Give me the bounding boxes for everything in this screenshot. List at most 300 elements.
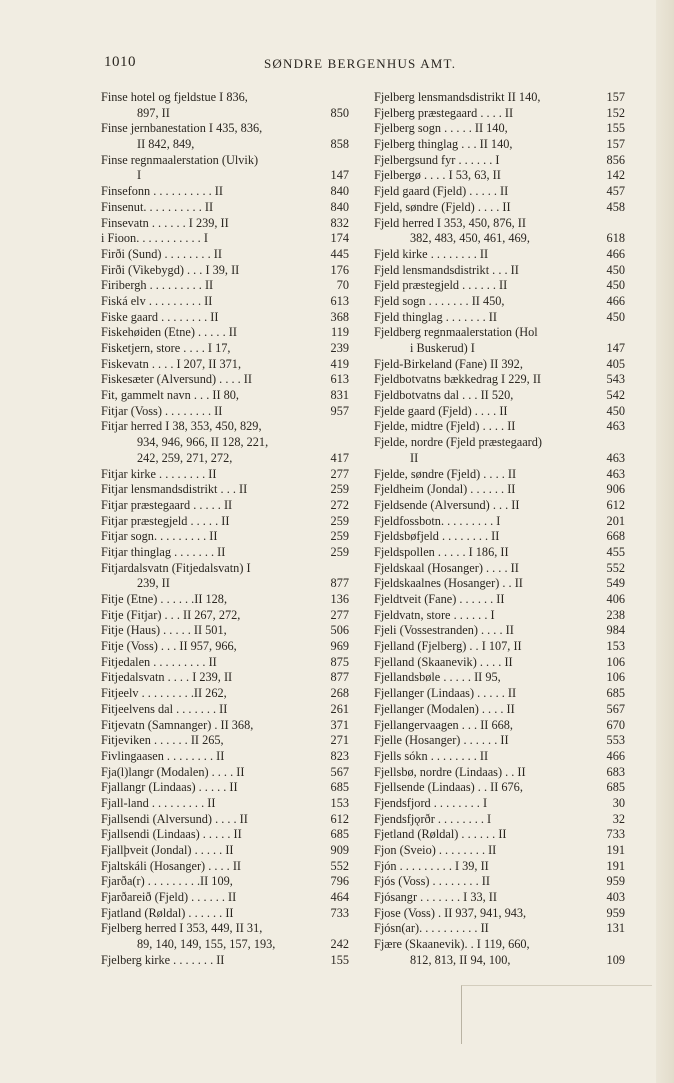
index-entry-text: Fitjevatn (Samnanger) . II 368, — [101, 717, 254, 732]
index-entry — [101, 168, 349, 184]
index-entry-text: Fjelberg præstegaard . . . . II — [374, 105, 514, 120]
index-entry — [101, 153, 349, 169]
index-entry-page: 875 — [330, 654, 349, 669]
index-entry-page: 612 — [330, 811, 349, 826]
index-entry — [374, 937, 625, 953]
index-entry-page: 552 — [606, 560, 625, 575]
index-entry-text: Fjallsendi (Alversund) . . . . II — [101, 811, 248, 826]
index-entry-text: 812, 813, II 94, 100, — [410, 952, 511, 967]
index-entry-page: 685 — [330, 780, 349, 795]
index-entry — [101, 278, 349, 294]
index-entry-text: Fjellangervaagen . . . II 668, — [374, 717, 513, 732]
index-entry — [374, 435, 625, 451]
index-entry — [101, 749, 349, 765]
index-entry — [374, 749, 625, 765]
page-header — [104, 54, 624, 76]
index-entry — [374, 137, 625, 153]
index-entry-page: 405 — [606, 356, 625, 371]
index-entry-page: 458 — [606, 199, 625, 214]
index-entry-page: 831 — [330, 388, 349, 403]
index-entry — [101, 843, 349, 859]
index-entry — [101, 467, 349, 483]
index-entry-text: Fiskehøiden (Etne) . . . . . II — [101, 325, 237, 340]
index-entry-page: 32 — [612, 811, 625, 826]
index-entry-page: 445 — [330, 246, 349, 261]
index-entry-text: Fjallangr (Lindaas) . . . . . II — [101, 780, 238, 795]
index-entry — [101, 686, 349, 702]
index-entry — [374, 388, 625, 404]
index-entry — [101, 498, 349, 514]
index-entry-page: 618 — [606, 231, 625, 246]
index-entry — [101, 733, 349, 749]
index-entry — [101, 263, 349, 279]
index-entry-text: Fitjar sogn. . . . . . . . . II — [101, 529, 218, 544]
index-entry — [101, 294, 349, 310]
index-entry-page: 153 — [330, 795, 349, 810]
index-entry — [101, 357, 349, 373]
index-entry — [374, 529, 625, 545]
index-entry-page: 157 — [606, 137, 625, 152]
index-entry-page: 259 — [330, 529, 349, 544]
index-entry — [374, 184, 625, 200]
index-entry-page: 670 — [606, 717, 625, 732]
index-entry — [101, 137, 349, 153]
index-entry-text: Fitjar præstegjeld . . . . . II — [101, 513, 230, 528]
index-entry-text: Firibergh . . . . . . . . . II — [101, 278, 214, 293]
index-entry-page: 463 — [606, 450, 625, 465]
index-entry — [374, 216, 625, 232]
index-entry-text: Fjeld herred I 353, 450, 876, II — [374, 215, 526, 230]
index-entry — [374, 545, 625, 561]
index-entry-page: 450 — [606, 309, 625, 324]
index-entry-text: Finse hotel og fjeldstue I 836, — [101, 90, 248, 104]
index-entry-page: 155 — [330, 952, 349, 967]
index-entry-text: Fiská elv . . . . . . . . . II — [101, 293, 213, 308]
index-entry — [101, 812, 349, 828]
index-column-right — [374, 90, 625, 969]
index-entry-text: Firði (Sund) . . . . . . . . II — [101, 246, 222, 261]
index-entry — [374, 263, 625, 279]
index-entry-text: Fjelle (Hosanger) . . . . . . II — [374, 733, 509, 748]
index-entry-text: 382, 483, 450, 461, 469, — [410, 231, 530, 246]
index-entry — [374, 467, 625, 483]
index-entry-page: 858 — [330, 137, 349, 152]
index-entry — [374, 843, 625, 859]
index-entry-text: Fitjardalsvatn (Fitjedalsvatn) I — [101, 560, 251, 575]
index-entry-text: Fjelde gaard (Fjeld) . . . . II — [374, 403, 508, 418]
index-entry — [374, 733, 625, 749]
index-entry — [101, 765, 349, 781]
page-number: 1010 — [104, 54, 136, 70]
index-entry-page: 109 — [606, 952, 625, 967]
index-entry — [374, 357, 625, 373]
index-entry-page: 268 — [330, 686, 349, 701]
index-entry-text: Fitjar herred I 38, 353, 450, 829, — [101, 419, 262, 434]
index-entry-page: 119 — [331, 325, 349, 340]
index-entry — [374, 341, 625, 357]
index-entry-text: Fjeldvatn, store . . . . . . I — [374, 607, 495, 622]
index-entry — [101, 106, 349, 122]
index-entry-text: Fitjedalen . . . . . . . . . II — [101, 654, 217, 669]
index-entry — [101, 780, 349, 796]
index-entry-page: 668 — [606, 529, 625, 544]
index-entry — [374, 592, 625, 608]
index-entry-text: Fjeldskaal (Hosanger) . . . . II — [374, 560, 519, 575]
index-entry — [374, 623, 625, 639]
index-entry-page: 612 — [606, 497, 625, 512]
index-entry — [374, 153, 625, 169]
index-entry-text: i Buskerud) I — [410, 341, 475, 355]
index-entry-page: 856 — [606, 152, 625, 167]
index-entry-text: Fjells sókn . . . . . . . . II — [374, 748, 489, 763]
index-entry-text: Fitje (Voss) . . . II 957, 966, — [101, 639, 237, 654]
index-entry — [101, 482, 349, 498]
index-entry — [101, 529, 349, 545]
index-entry-text: Fjelberg sogn . . . . . II 140, — [374, 121, 508, 136]
index-entry-page: 417 — [330, 450, 349, 465]
index-entry — [101, 419, 349, 435]
index-entry-text: Fjeld thinglag . . . . . . . II — [374, 309, 497, 324]
index-entry — [374, 514, 625, 530]
index-entry — [374, 498, 625, 514]
index-entry-text: 934, 946, 966, II 128, 221, — [137, 435, 269, 450]
index-entry-page: 259 — [330, 544, 349, 559]
index-entry-page: 271 — [330, 733, 349, 748]
index-entry-text: Fjelberg thinglag . . . II 140, — [374, 137, 513, 152]
index-entry-text: Fjeld lensmandsdistrikt . . . II — [374, 262, 519, 277]
index-entry — [101, 592, 349, 608]
index-entry-text: Fjelberg lensmandsdistrikt II 140, — [374, 90, 541, 104]
index-entry — [101, 874, 349, 890]
running-title: SØNDRE BERGENHUS AMT. — [264, 56, 457, 71]
index-entry — [101, 341, 349, 357]
index-entry-page: 238 — [606, 607, 625, 622]
index-entry — [101, 451, 349, 467]
index-entry — [374, 294, 625, 310]
index-entry-text: Fjetland (Røldal) . . . . . . II — [374, 827, 507, 842]
index-entry-page: 463 — [606, 419, 625, 434]
index-entry-text: Fjeldheim (Jondal) . . . . . . II — [374, 482, 516, 497]
index-entry — [374, 921, 625, 937]
index-entry — [374, 765, 625, 781]
index-entry — [101, 639, 349, 655]
index-entry-text: Fjatland (Røldal) . . . . . . II — [101, 905, 234, 920]
index-entry — [101, 310, 349, 326]
index-entry-page: 466 — [606, 748, 625, 763]
index-entry-page: 840 — [330, 184, 349, 199]
index-entry — [101, 514, 349, 530]
index-entry — [101, 953, 349, 969]
index-entry — [101, 623, 349, 639]
index-entry-page: 543 — [606, 372, 625, 387]
index-entry-text: Fitjeelvens dal . . . . . . . II — [101, 701, 228, 716]
index-entry — [374, 655, 625, 671]
index-entry-text: Fjón . . . . . . . . . I 39, II — [374, 858, 489, 873]
index-entry-page: 877 — [330, 670, 349, 685]
index-entry — [101, 184, 349, 200]
index-entry-page: 259 — [330, 482, 349, 497]
index-entry-page: 155 — [606, 121, 625, 136]
index-entry — [101, 545, 349, 561]
index-entry-text: Fjósn(ar). . . . . . . . . . II — [374, 921, 489, 936]
index-entry-page: 277 — [330, 607, 349, 622]
index-entry-text: Fitjeelv . . . . . . . . .II 262, — [101, 686, 227, 701]
index-entry — [374, 812, 625, 828]
index-entry — [374, 325, 625, 341]
index-entry-text: Fitje (Fitjar) . . . II 267, 272, — [101, 607, 241, 622]
index-entry-page: 733 — [606, 827, 625, 842]
index-entry-text: Fjellsbø, nordre (Lindaas) . . II — [374, 764, 526, 779]
stamp-mark — [461, 985, 652, 1044]
index-entry — [374, 278, 625, 294]
index-entry-page: 450 — [606, 403, 625, 418]
index-entry-page: 464 — [330, 890, 349, 905]
index-entry-page: 959 — [606, 874, 625, 889]
index-entry-text: Finse jernbanestation I 435, 836, — [101, 121, 263, 136]
index-entry — [374, 827, 625, 843]
index-entry-page: 567 — [606, 701, 625, 716]
index-entry — [374, 90, 625, 106]
index-entry-text: Fjellanger (Modalen) . . . . II — [374, 701, 515, 716]
index-entry — [374, 608, 625, 624]
index-entry-page: 174 — [330, 231, 349, 246]
index-entry-text: 897, II — [137, 105, 170, 120]
index-entry-page: 191 — [606, 843, 625, 857]
index-entry-page: 106 — [606, 654, 625, 669]
index-entry-page: 455 — [606, 544, 625, 559]
index-entry — [101, 796, 349, 812]
index-entry — [101, 216, 349, 232]
index-entry — [101, 121, 349, 137]
index-entry — [101, 702, 349, 718]
index-entry — [101, 859, 349, 875]
index-entry-text: Fitje (Etne) . . . . . .II 128, — [101, 592, 228, 606]
index-entry-page: 832 — [330, 215, 349, 230]
index-entry-text: Fjeldbotvatns bækkedrag I 229, II — [374, 372, 542, 387]
index-entry-text: Finsevatn . . . . . . I 239, II — [101, 215, 229, 230]
index-entry — [374, 686, 625, 702]
index-entry-text: i Fioon. . . . . . . . . . . I — [101, 231, 208, 246]
index-entry-text: Fitjar thinglag . . . . . . . II — [101, 544, 226, 559]
index-entry-page: 131 — [606, 921, 625, 936]
index-entry-page: 685 — [606, 686, 625, 701]
index-entry — [374, 906, 625, 922]
index-entry — [374, 561, 625, 577]
index-entry-page: 877 — [330, 576, 349, 591]
index-entry — [374, 419, 625, 435]
index-entry — [101, 404, 349, 420]
index-entry-text: Fjære (Skaanevik). . I 119, 660, — [374, 937, 530, 952]
index-entry-text: Fisketjern, store . . . . I 17, — [101, 341, 231, 355]
index-entry — [374, 168, 625, 184]
index-entry-text: Finsenut. . . . . . . . . . II — [101, 199, 214, 214]
index-entry-text: Fjellandsbøle . . . . . II 95, — [374, 670, 501, 685]
index-entry-text: Fitjeviken . . . . . . II 265, — [101, 733, 224, 748]
index-entry — [374, 953, 625, 969]
index-entry — [101, 827, 349, 843]
index-entry-page: 153 — [606, 639, 625, 654]
index-entry-text: 239, II — [137, 576, 170, 591]
index-entry-text: Fiskevatn . . . . I 207, II 371, — [101, 356, 242, 371]
index-entry-page: 191 — [606, 858, 625, 873]
index-entry-text: Fjeldsbøfjeld . . . . . . . . II — [374, 529, 500, 544]
index-entry-text: Fjelbergø . . . . I 53, 63, II — [374, 168, 501, 183]
index-entry-text: Fjeldskaalnes (Hosanger) . . II — [374, 576, 523, 591]
index-entry-text: Fjelbergsund fyr . . . . . . I — [374, 152, 500, 167]
index-entry-page: 552 — [330, 858, 349, 873]
index-entry-text: Fjelland (Fjelberg) . . I 107, II — [374, 639, 522, 654]
index-entry-page: 136 — [330, 592, 349, 606]
index-entry — [101, 906, 349, 922]
index-entry-page: 685 — [330, 827, 349, 842]
index-entry-text: Fjelde, nordre (Fjeld præstegaard) — [374, 435, 543, 450]
index-entry-page: 957 — [330, 403, 349, 418]
index-entry-page: 239 — [330, 341, 349, 355]
index-entry — [101, 890, 349, 906]
index-entry — [101, 231, 349, 247]
index-entry-text: Fjon (Sveio) . . . . . . . . II — [374, 843, 497, 857]
index-entry-page: 549 — [606, 576, 625, 591]
index-entry — [374, 890, 625, 906]
index-entry-page: 30 — [612, 795, 625, 810]
index-entry-text: Fjall-land . . . . . . . . . II — [101, 795, 216, 810]
index-entry — [374, 859, 625, 875]
index-entry-text: Fjelde, midtre (Fjeld) . . . . II — [374, 419, 516, 434]
index-entry-page: 466 — [606, 293, 625, 308]
index-entry-text: Fjaltskáli (Hosanger) . . . . II — [101, 858, 242, 873]
index-entry-text: Fjellsende (Lindaas) . . II 676, — [374, 780, 523, 795]
index-entry-text: 242, 259, 271, 272, — [137, 450, 233, 465]
index-entry-text: Fitjar (Voss) . . . . . . . . II — [101, 403, 223, 418]
index-entry — [374, 874, 625, 890]
index-entry-text: Fjós (Voss) . . . . . . . . II — [374, 874, 490, 889]
index-entry-page: 142 — [606, 168, 625, 183]
index-entry-page: 909 — [330, 843, 349, 857]
index-entry-page: 242 — [330, 937, 349, 952]
index-entry-page: 850 — [330, 105, 349, 120]
index-entry — [374, 576, 625, 592]
index-entry-text: Fivlingaasen . . . . . . . . II — [101, 748, 225, 763]
index-entry-page: 959 — [606, 905, 625, 920]
index-entry-text: Fjose (Voss) . II 937, 941, 943, — [374, 905, 527, 920]
index-entry — [101, 921, 349, 937]
index-entry — [101, 325, 349, 341]
index-entry — [374, 482, 625, 498]
index-entry-page: 969 — [330, 639, 349, 654]
index-entry-page: 823 — [330, 748, 349, 763]
index-entry-page: 277 — [330, 466, 349, 481]
index-entry-text: Finsefonn . . . . . . . . . . II — [101, 184, 223, 199]
index-entry — [101, 200, 349, 216]
index-entry-page: 613 — [330, 293, 349, 308]
index-entry-text: Fjeldtveit (Fane) . . . . . . II — [374, 592, 505, 606]
index-entry-text: Fitjar kirke . . . . . . . . II — [101, 466, 217, 481]
index-entry — [101, 372, 349, 388]
index-entry-text: Fitjedalsvatn . . . . I 239, II — [101, 670, 233, 685]
index-entry — [374, 702, 625, 718]
index-entry-text: Fjeld gaard (Fjeld) . . . . . II — [374, 184, 509, 199]
index-entry-text: Fiskesæter (Alversund) . . . . II — [101, 372, 252, 387]
index-entry-text: Fjelde, søndre (Fjeld) . . . . II — [374, 466, 517, 481]
index-entry — [374, 670, 625, 686]
index-entry-page: 406 — [606, 592, 625, 606]
index-entry-page: 457 — [606, 184, 625, 199]
index-entry-text: 89, 140, 149, 155, 157, 193, — [137, 937, 276, 952]
index-entry-text: II 842, 849, — [137, 137, 195, 152]
index-entry-page: 259 — [330, 513, 349, 528]
index-entry-page: 840 — [330, 199, 349, 214]
index-entry — [101, 670, 349, 686]
index-entry — [101, 608, 349, 624]
index-entry-text: Fjarðareið (Fjeld) . . . . . . II — [101, 890, 237, 905]
index-entry-page: 368 — [330, 309, 349, 324]
index-entry-page: 176 — [330, 262, 349, 277]
index-entry — [101, 435, 349, 451]
index-entry-text: Fjeld kirke . . . . . . . . II — [374, 246, 489, 261]
index-entry-text: I — [137, 168, 142, 183]
index-entry-text: Fjallsendi (Lindaas) . . . . . II — [101, 827, 242, 842]
index-entry-text: Fjeld sogn . . . . . . . II 450, — [374, 293, 505, 308]
index-entry-page: 506 — [330, 623, 349, 638]
index-entry-text: Fjósangr . . . . . . . I 33, II — [374, 890, 497, 905]
index-entry-page: 984 — [606, 623, 625, 638]
index-entry — [101, 388, 349, 404]
index-entry-page: 272 — [330, 497, 349, 512]
index-entry-page: 733 — [330, 905, 349, 920]
index-entry — [101, 247, 349, 263]
index-entry-text: Firði (Vikebygd) . . . I 39, II — [101, 262, 240, 277]
index-entry-page: 419 — [330, 356, 349, 371]
index-entry — [101, 90, 349, 106]
index-entry-text: Fjeldsende (Alversund) . . . II — [374, 497, 520, 512]
index-entry-text: Fiske gaard . . . . . . . . II — [101, 309, 219, 324]
index-entry-page: 685 — [606, 780, 625, 795]
index-entry-text: Fjendsfjord . . . . . . . . I — [374, 795, 488, 810]
index-entry — [374, 451, 625, 467]
index-entry — [101, 576, 349, 592]
index-entry-page: 466 — [606, 246, 625, 261]
index-entry-page: 542 — [606, 388, 625, 403]
index-entry-page: 450 — [606, 278, 625, 293]
index-entry-page: 463 — [606, 466, 625, 481]
index-entry-page: 106 — [606, 670, 625, 685]
index-entry-text: Fit, gammelt navn . . . II 80, — [101, 388, 239, 403]
index-entry-text: Fitje (Haus) . . . . . II 501, — [101, 623, 227, 638]
index-entry-text: Fjelland (Skaanevik) . . . . II — [374, 654, 513, 669]
index-entry-page: 147 — [330, 168, 349, 183]
index-entry-text: II — [410, 450, 419, 465]
index-entry — [374, 718, 625, 734]
index-entry-page: 613 — [330, 372, 349, 387]
index-entry-text: Fjeldspollen . . . . . I 186, II — [374, 544, 509, 559]
index-entry-text: Fjelberg herred I 353, 449, II 31, — [101, 921, 263, 936]
index-entry-text: Fjeldberg regnmaalerstation (Hol — [374, 325, 538, 340]
index-entry-page: 906 — [606, 482, 625, 497]
index-entry-text: Fjeld præstegjeld . . . . . . II — [374, 278, 508, 293]
index-entry-text: Fjendsfjǫrðr . . . . . . . . I — [374, 811, 492, 826]
index-entry — [101, 561, 349, 577]
index-entry-page: 147 — [606, 341, 625, 355]
index-entry-page: 403 — [606, 890, 625, 905]
index-entry — [374, 404, 625, 420]
index-entry-page: 201 — [606, 513, 625, 528]
index-entry-text: Fjeld, søndre (Fjeld) . . . . II — [374, 199, 511, 214]
index-entry-page: 450 — [606, 262, 625, 277]
index-entry — [374, 231, 625, 247]
index-entry-page: 152 — [606, 105, 625, 120]
index-entry — [374, 106, 625, 122]
index-entry — [374, 639, 625, 655]
